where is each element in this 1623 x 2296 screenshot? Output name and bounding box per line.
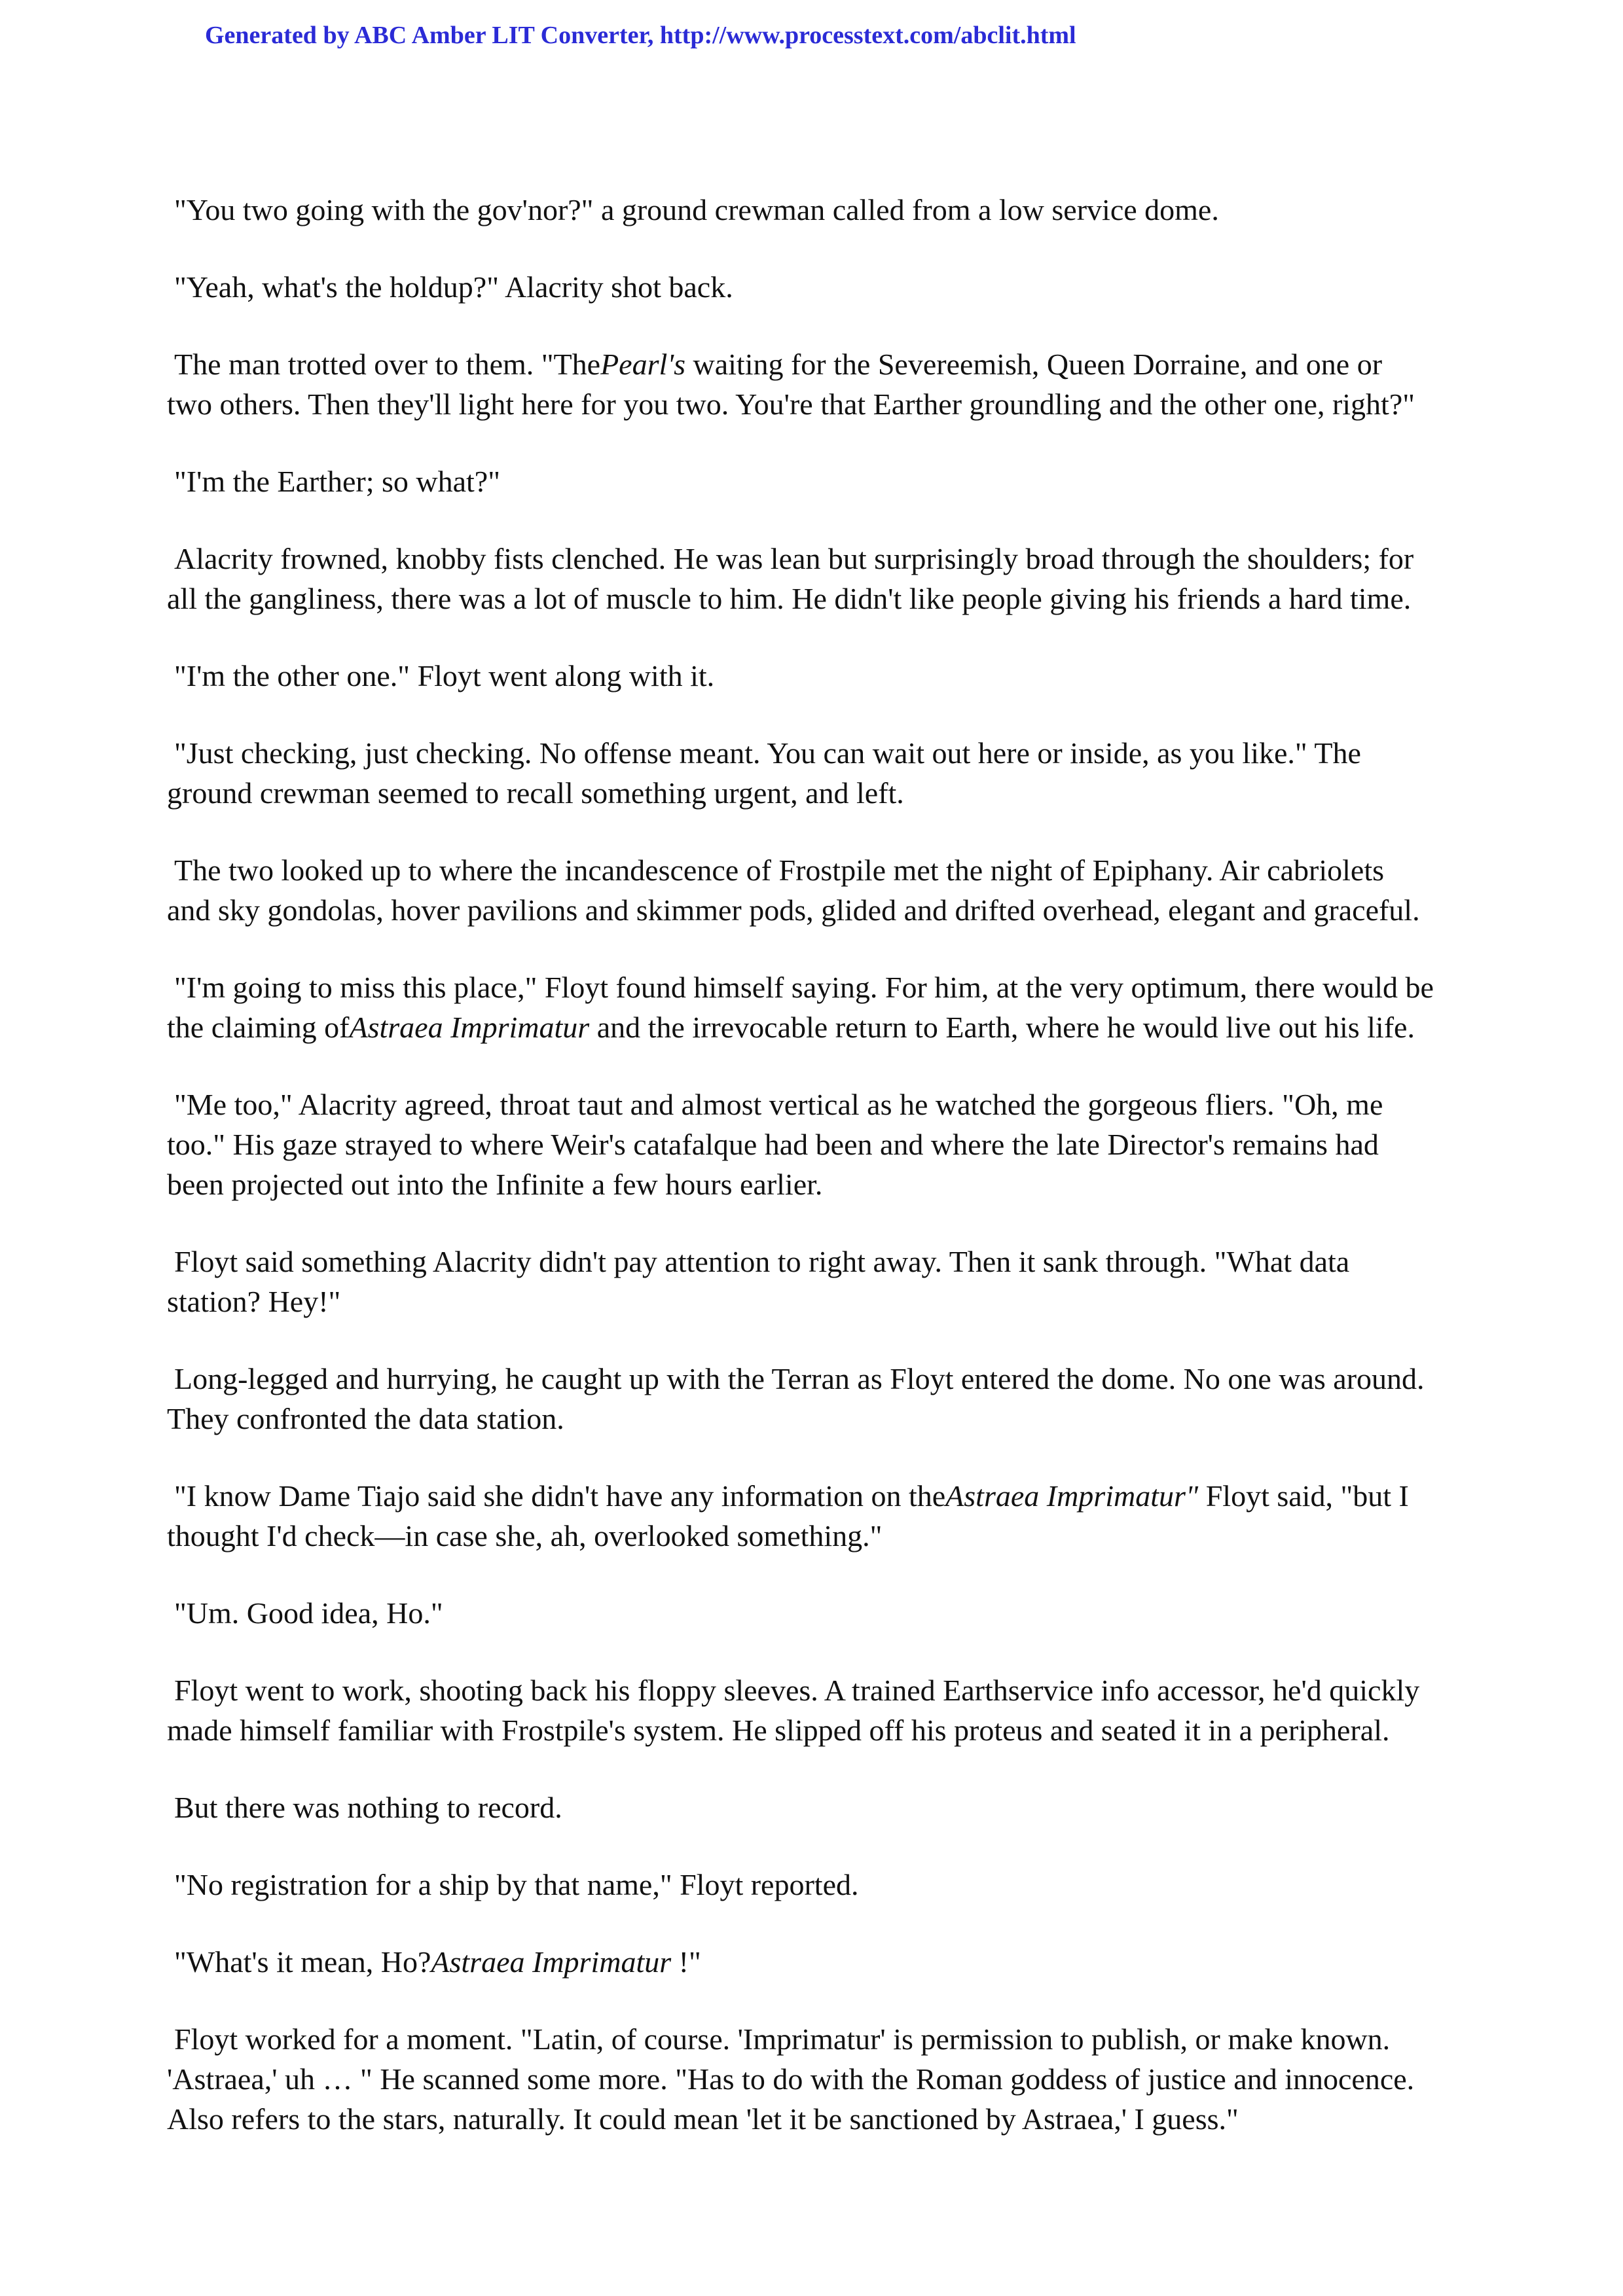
ship-name-italic: Astraea Imprimatur bbox=[431, 1945, 672, 1979]
paragraph bbox=[167, 2019, 1476, 2139]
text-line: been projected out into the Infinite a few hours earlier. bbox=[167, 1168, 823, 1201]
paragraph bbox=[167, 1593, 1476, 1633]
text-run: !" bbox=[671, 1945, 701, 1979]
text-line: "Um. Good idea, Ho." bbox=[174, 1596, 443, 1630]
text-line: The two looked up to where the incandescence of Frostpile met the night of Epiphany. Air cabriolets bbox=[174, 853, 1384, 887]
text-line bbox=[167, 344, 1476, 384]
text-line: Long-legged and hurrying, he caught up with the Terran as Floyt entered the dome. No one was around. bbox=[174, 1362, 1425, 1395]
paragraph bbox=[167, 1476, 1476, 1556]
text-line: "I'm the other one." Floyt went along with it. bbox=[174, 659, 715, 692]
text-run: and the irrevocable return to Earth, where he would live out his life. bbox=[589, 1011, 1415, 1044]
text-line: Alacrity frowned, knobby fists clenched. He was lean but surprisingly broad through the shoulders; for bbox=[174, 542, 1414, 575]
paragraph bbox=[167, 967, 1476, 1047]
paragraph bbox=[167, 850, 1476, 930]
ship-name-italic: Pearl's bbox=[600, 348, 686, 381]
text-run: The man trotted over to them. "The bbox=[174, 348, 601, 381]
paragraph bbox=[167, 190, 1476, 230]
text-line: too." His gaze strayed to where Weir's catafalque had been and where the late Director's remains had bbox=[167, 1128, 1379, 1161]
text-line: "No registration for a ship by that name," Floyt reported. bbox=[174, 1868, 859, 1901]
generator-link[interactable]: Generated by ABC Amber LIT Converter, http://www.processtext.com/abclit.html bbox=[205, 22, 1076, 49]
text-run: "I know Dame Tiajo said she didn't have any information on the bbox=[174, 1479, 946, 1513]
ship-name-italic: Astraea Imprimatur" bbox=[945, 1479, 1199, 1513]
document-body bbox=[167, 190, 1476, 2176]
text-line: "I'm going to miss this place," Floyt found himself saying. For him, at the very optimum, there would be bbox=[174, 971, 1434, 1004]
text-line: Floyt worked for a moment. "Latin, of course. 'Imprimatur' is permission to publish, or make known. bbox=[174, 2022, 1391, 2056]
paragraph bbox=[167, 1085, 1476, 1204]
text-line: made himself familiar with Frostpile's system. He slipped off his proteus and seated it in a peripheral. bbox=[167, 1713, 1390, 1747]
text-line: "Yeah, what's the holdup?" Alacrity shot back. bbox=[174, 270, 733, 304]
paragraph bbox=[167, 461, 1476, 501]
paragraph bbox=[167, 1359, 1476, 1439]
ship-name-italic: Astraea Imprimatur bbox=[349, 1011, 590, 1044]
text-line: all the gangliness, there was a lot of muscle to him. He didn't like people giving his friends a hard time. bbox=[167, 582, 1412, 615]
paragraph bbox=[167, 656, 1476, 696]
text-line: Floyt went to work, shooting back his floppy sleeves. A trained Earthservice info accessor, he'd quickly bbox=[174, 1674, 1420, 1707]
text-line bbox=[167, 1476, 1476, 1516]
text-line: But there was nothing to record. bbox=[174, 1791, 562, 1824]
text-line: Also refers to the stars, naturally. It could mean 'let it be sanctioned by Astraea,' I guess." bbox=[167, 2102, 1239, 2136]
text-line: and sky gondolas, hover pavilions and skimmer pods, glided and drifted overhead, elegant and graceful. bbox=[167, 893, 1420, 927]
paragraph bbox=[167, 539, 1476, 619]
text-line bbox=[167, 1007, 1476, 1047]
text-run: Floyt said, "but I bbox=[1198, 1479, 1409, 1513]
text-line: thought I'd check—in case she, ah, overlooked something." bbox=[167, 1519, 883, 1552]
text-line bbox=[167, 1942, 1476, 1982]
paragraph bbox=[167, 1942, 1476, 1982]
text-line: "Just checking, just checking. No offense meant. You can wait out here or inside, as you like." The bbox=[174, 736, 1361, 770]
text-line: They confronted the data station. bbox=[167, 1402, 564, 1435]
text-run: waiting for the Severeemish, Queen Dorraine, and one or bbox=[685, 348, 1383, 381]
paragraph bbox=[167, 344, 1476, 424]
paragraph bbox=[167, 267, 1476, 307]
paragraph bbox=[167, 1670, 1476, 1750]
text-line: "You two going with the gov'nor?" a ground crewman called from a low service dome. bbox=[174, 193, 1219, 226]
text-run: "What's it mean, Ho? bbox=[174, 1945, 431, 1979]
text-line: ground crewman seemed to recall something urgent, and left. bbox=[167, 776, 904, 810]
text-line: "Me too," Alacrity agreed, throat taut and almost vertical as he watched the gorgeous fliers. "Oh, me bbox=[174, 1088, 1383, 1121]
paragraph bbox=[167, 1787, 1476, 1827]
paragraph bbox=[167, 1242, 1476, 1321]
paragraph bbox=[167, 733, 1476, 813]
paragraph bbox=[167, 1865, 1476, 1905]
text-line: Floyt said something Alacrity didn't pay attention to right away. Then it sank through. "What data bbox=[174, 1245, 1350, 1278]
text-line: 'Astraea,' uh … " He scanned some more. "Has to do with the Roman goddess of justice and innocence. bbox=[167, 2062, 1415, 2096]
text-run: the claiming of bbox=[167, 1011, 350, 1044]
text-line: station? Hey!" bbox=[167, 1285, 341, 1318]
text-line: "I'm the Earther; so what?" bbox=[174, 465, 501, 498]
text-line: two others. Then they'll light here for you two. You're that Earther groundling and the other one, right?" bbox=[167, 387, 1415, 421]
